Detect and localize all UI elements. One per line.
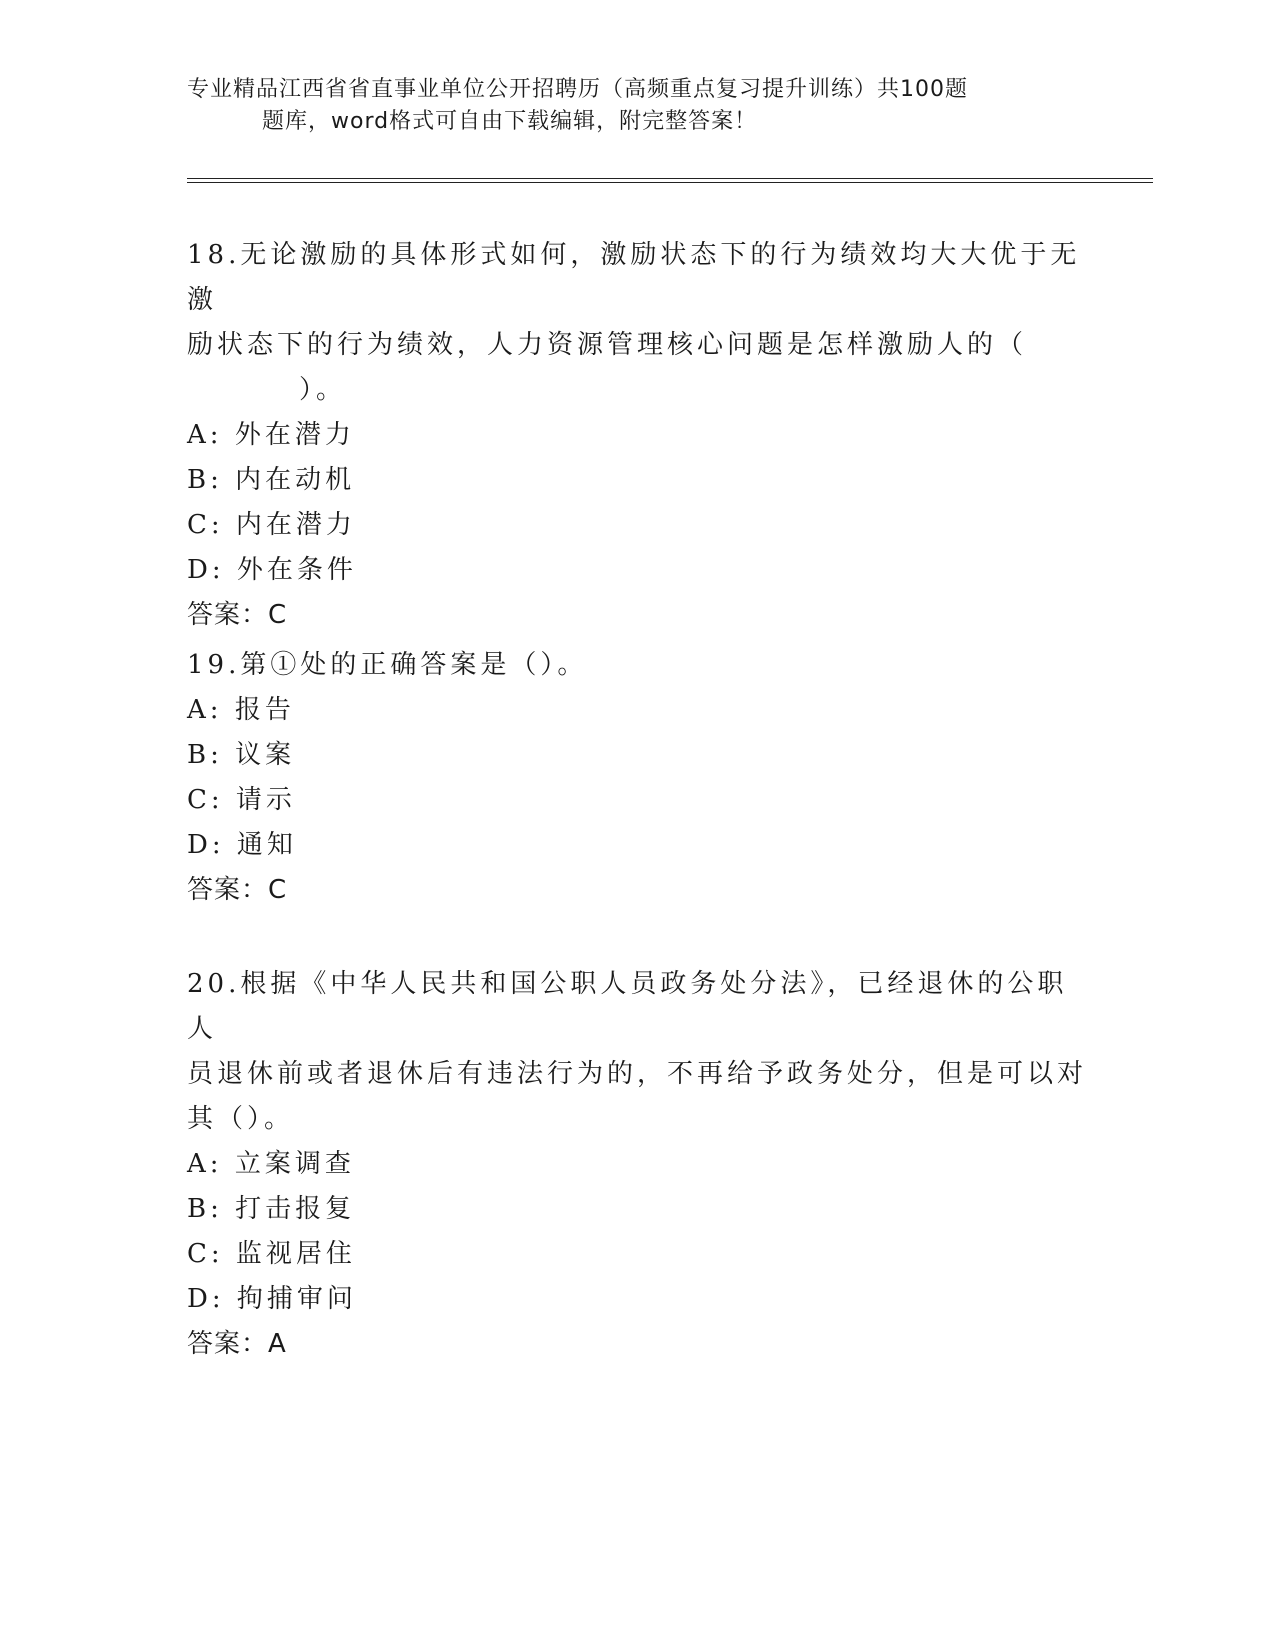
question-text: [187, 643, 1087, 688]
option-key: C:: [187, 510, 224, 540]
option-key: B:: [187, 740, 223, 770]
option-key: A:: [187, 1149, 223, 1179]
question-line: 无论激励的具体形式如何，激励状态下的行为绩效均大大优于无激: [187, 240, 1081, 315]
option-text: 外在潜力: [234, 420, 355, 450]
question-18: [187, 233, 1087, 638]
question-20: [187, 962, 1087, 1367]
option-a: [187, 1142, 1087, 1187]
option-key: D:: [187, 555, 225, 585]
header-divider: [187, 178, 1153, 183]
question-text: [187, 962, 1087, 1142]
question-number: 20.: [187, 969, 241, 999]
question-line: ）。: [299, 375, 347, 405]
option-text: 议案: [235, 740, 296, 770]
option-key: D:: [187, 830, 225, 860]
option-b: [187, 458, 1087, 503]
header-line-1: 专业精品江西省省直事业单位公开招聘历（高频重点复习提升训练）共100题: [187, 77, 968, 102]
option-text: 立案调查: [234, 1149, 355, 1179]
option-c: [187, 1232, 1087, 1277]
option-d: [187, 823, 1087, 868]
question-line: 根据《中华人民共和国公职人员政务处分法》，已经退休的公职人: [187, 969, 1068, 1044]
question-number: 18.: [187, 240, 241, 270]
option-text: 监视居住: [235, 1239, 356, 1269]
option-b: [187, 1187, 1087, 1232]
option-text: 打击报复: [235, 1194, 356, 1224]
option-c: [187, 778, 1087, 823]
option-text: 外在条件: [236, 555, 357, 585]
header-line-2: 题库，word格式可自由下载编辑，附完整答案！: [262, 109, 758, 134]
option-a: [187, 688, 1087, 733]
option-b: [187, 733, 1087, 778]
answer-line: 答案：C: [187, 600, 288, 630]
option-text: 内在潜力: [235, 510, 356, 540]
question-19: [187, 643, 1087, 913]
option-d: [187, 1277, 1087, 1322]
option-key: A:: [187, 420, 223, 450]
option-text: 通知: [236, 830, 297, 860]
answer-line: 答案：A: [187, 1329, 287, 1359]
option-key: C:: [187, 1239, 224, 1269]
option-text: 拘捕审问: [236, 1284, 357, 1314]
question-line: 员退休前或者退休后有违法行为的，不再给予政务处分，但是可以对: [187, 1059, 1088, 1089]
option-text: 内在动机: [235, 465, 356, 495]
option-key: A:: [187, 695, 223, 725]
question-text: [187, 233, 1087, 413]
question-line: 第①处的正确答案是（）。: [240, 650, 588, 680]
option-text: 报告: [234, 695, 295, 725]
document-header: [187, 74, 1047, 138]
option-text: 请示: [235, 785, 296, 815]
option-key: C:: [187, 785, 224, 815]
option-key: B:: [187, 465, 223, 495]
option-a: [187, 413, 1087, 458]
question-number: 19.: [187, 650, 241, 680]
option-d: [187, 548, 1087, 593]
option-c: [187, 503, 1087, 548]
option-key: D:: [187, 1284, 225, 1314]
answer-line: 答案：C: [187, 875, 288, 905]
question-line: 励状态下的行为绩效，人力资源管理核心问题是怎样激励人的（: [187, 330, 1028, 360]
option-key: B:: [187, 1194, 223, 1224]
question-line: 其（）。: [187, 1104, 295, 1134]
